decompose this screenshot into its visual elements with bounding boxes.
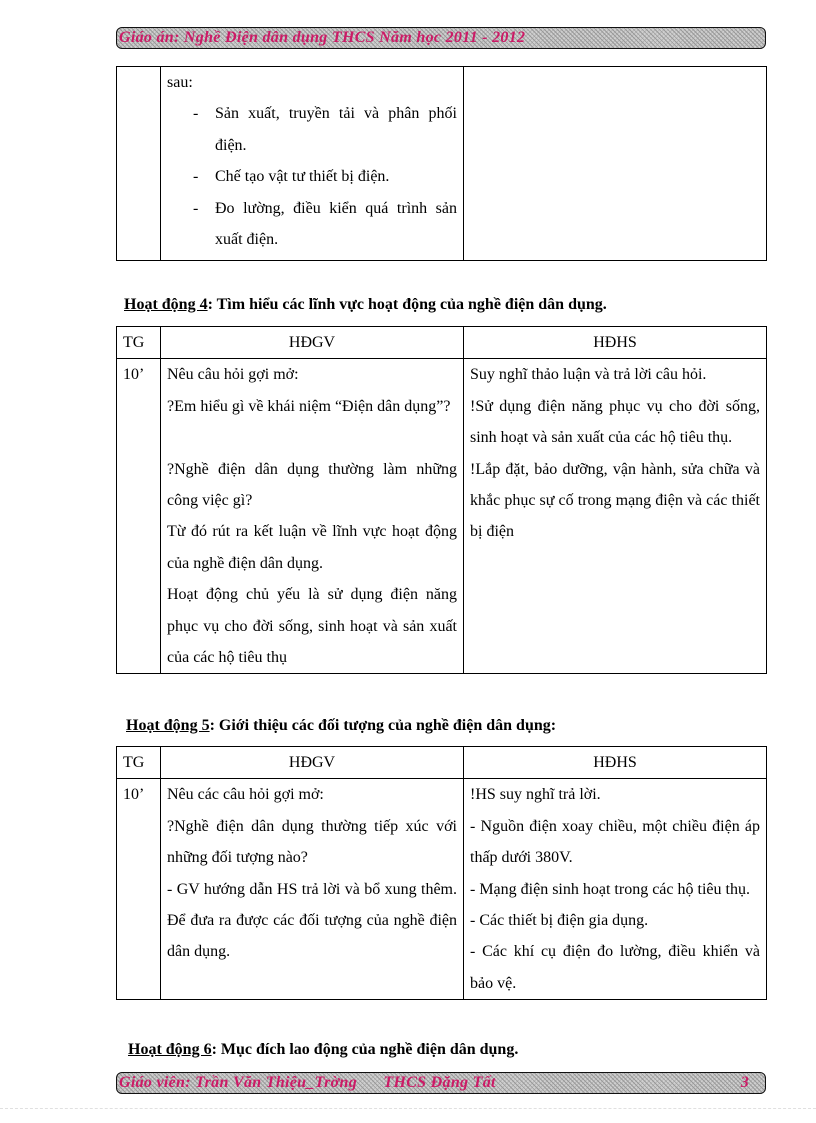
table-header-row <box>117 747 767 779</box>
activity-4-label: Hoạt động 4 <box>124 296 208 313</box>
gv-line: ?Nghề điện dân dụng thường làm những công việc gì? <box>167 460 457 510</box>
hs-line: Suy nghĩ thảo luận và trả lời câu hỏi. <box>470 366 707 384</box>
activity-6-heading <box>128 1041 518 1059</box>
hs-line: !Sử dụng điện năng phục vụ cho đời sống, sinh hoạt và sản xuất của các hộ tiêu thụ. <box>470 397 760 447</box>
column-header-hdgv: HĐGV <box>161 327 464 359</box>
gv-line: ?Em hiểu gì về khái niệm “Điện dân dụng”? <box>167 397 451 415</box>
student-activity-cell <box>464 67 767 261</box>
teacher-activity-cell <box>161 67 464 261</box>
activity-5-label: Hoạt động 5 <box>126 717 210 734</box>
field-list <box>167 98 457 255</box>
hs-line: !HS suy nghĩ trả lời. <box>470 786 601 804</box>
table-header-row <box>117 327 767 359</box>
list-item: - Sản xuất, truyền tải và phân phối điện. <box>193 105 457 154</box>
activity-5-heading <box>126 717 556 735</box>
page-header-banner <box>116 27 766 49</box>
hs-line: - Các thiết bị điện gia dụng. <box>470 912 649 930</box>
student-activity-cell <box>464 359 767 674</box>
student-activity-cell <box>464 779 767 1000</box>
activity-4-title: : Tìm hiểu các lĩnh vực hoạt động của nghề điện dân dụng. <box>207 296 607 313</box>
hs-line: - Nguồn điện xoay chiều, một chiều điện áp thấp dưới 380V. <box>470 817 760 867</box>
activity-6-title: : Mục đích lao động của nghề điện dân dụng. <box>211 1041 519 1058</box>
hs-line: !Lắp đặt, bảo dưỡng, vận hành, sửa chữa và khắc phục sự cố trong mạng điện và các thiết bị điện <box>470 460 760 541</box>
activity-6-label: Hoạt động 6 <box>128 1041 212 1058</box>
column-header-hdhs: HĐHS <box>464 327 767 359</box>
gv-line: - GV hướng dẫn HS trả lời và bổ xung thêm. Để đưa ra được các đối tượng của nghề điện dân dụng. <box>167 880 457 961</box>
page-edge-divider <box>0 1108 816 1109</box>
activity-4-heading <box>124 296 607 314</box>
page-number: 3 <box>740 1074 749 1091</box>
hs-line: - Các khí cụ điện đo lường, điều khiển và bảo vệ. <box>470 943 760 992</box>
intro-text: sau: <box>167 74 193 91</box>
header-title: Giáo án: Nghề Điện dân dụng THCS Năm học 2011 - 2012 <box>119 29 526 46</box>
gv-line: Nêu các câu hỏi gợi mở: <box>167 786 324 804</box>
continuation-table <box>116 66 767 261</box>
time-cell <box>117 67 161 261</box>
activity-4-table <box>116 326 767 674</box>
footer-school: THCS Đặng Tất <box>383 1074 496 1091</box>
teacher-activity-cell <box>161 779 464 1000</box>
list-item: - Đo lường, điều kiển quá trình sản xuất điện. <box>193 199 457 249</box>
column-header-hdgv: HĐGV <box>161 747 464 779</box>
activity-5-table <box>116 746 767 1000</box>
hs-line: - Mạng điện sinh hoạt trong các hộ tiêu thụ. <box>470 880 750 898</box>
footer-teacher: Giáo viên: Trần Văn Thiệu_Trờng <box>119 1074 358 1091</box>
page-footer-banner <box>116 1072 766 1094</box>
column-header-tg: TG <box>117 747 161 779</box>
teacher-activity-cell <box>161 359 464 674</box>
gv-line: ?Nghề điện dân dụng thường tiếp xúc với những đối tượng nào? <box>167 817 457 867</box>
table-row <box>117 779 767 1000</box>
table-row <box>117 359 767 674</box>
gv-line: Hoạt động chủ yếu là sử dụng điện năng phục vụ cho đời sống, sinh hoạt và sản xuất của các hộ tiêu thụ <box>167 586 457 667</box>
column-header-tg: TG <box>117 327 161 359</box>
gv-line: Từ đó rút ra kết luận về lĩnh vực hoạt động của nghề điện dân dụng. <box>167 523 457 572</box>
time-cell: 10’ <box>117 359 161 674</box>
activity-5-title: : Giới thiệu các đối tượng của nghề điện dân dụng: <box>209 717 557 734</box>
column-header-hdhs: HĐHS <box>464 747 767 779</box>
list-item: - Chế tạo vật tư thiết bị điện. <box>193 168 390 186</box>
table-row <box>117 67 767 261</box>
time-cell: 10’ <box>117 779 161 1000</box>
gv-line: Nêu câu hỏi gợi mở: <box>167 366 299 384</box>
